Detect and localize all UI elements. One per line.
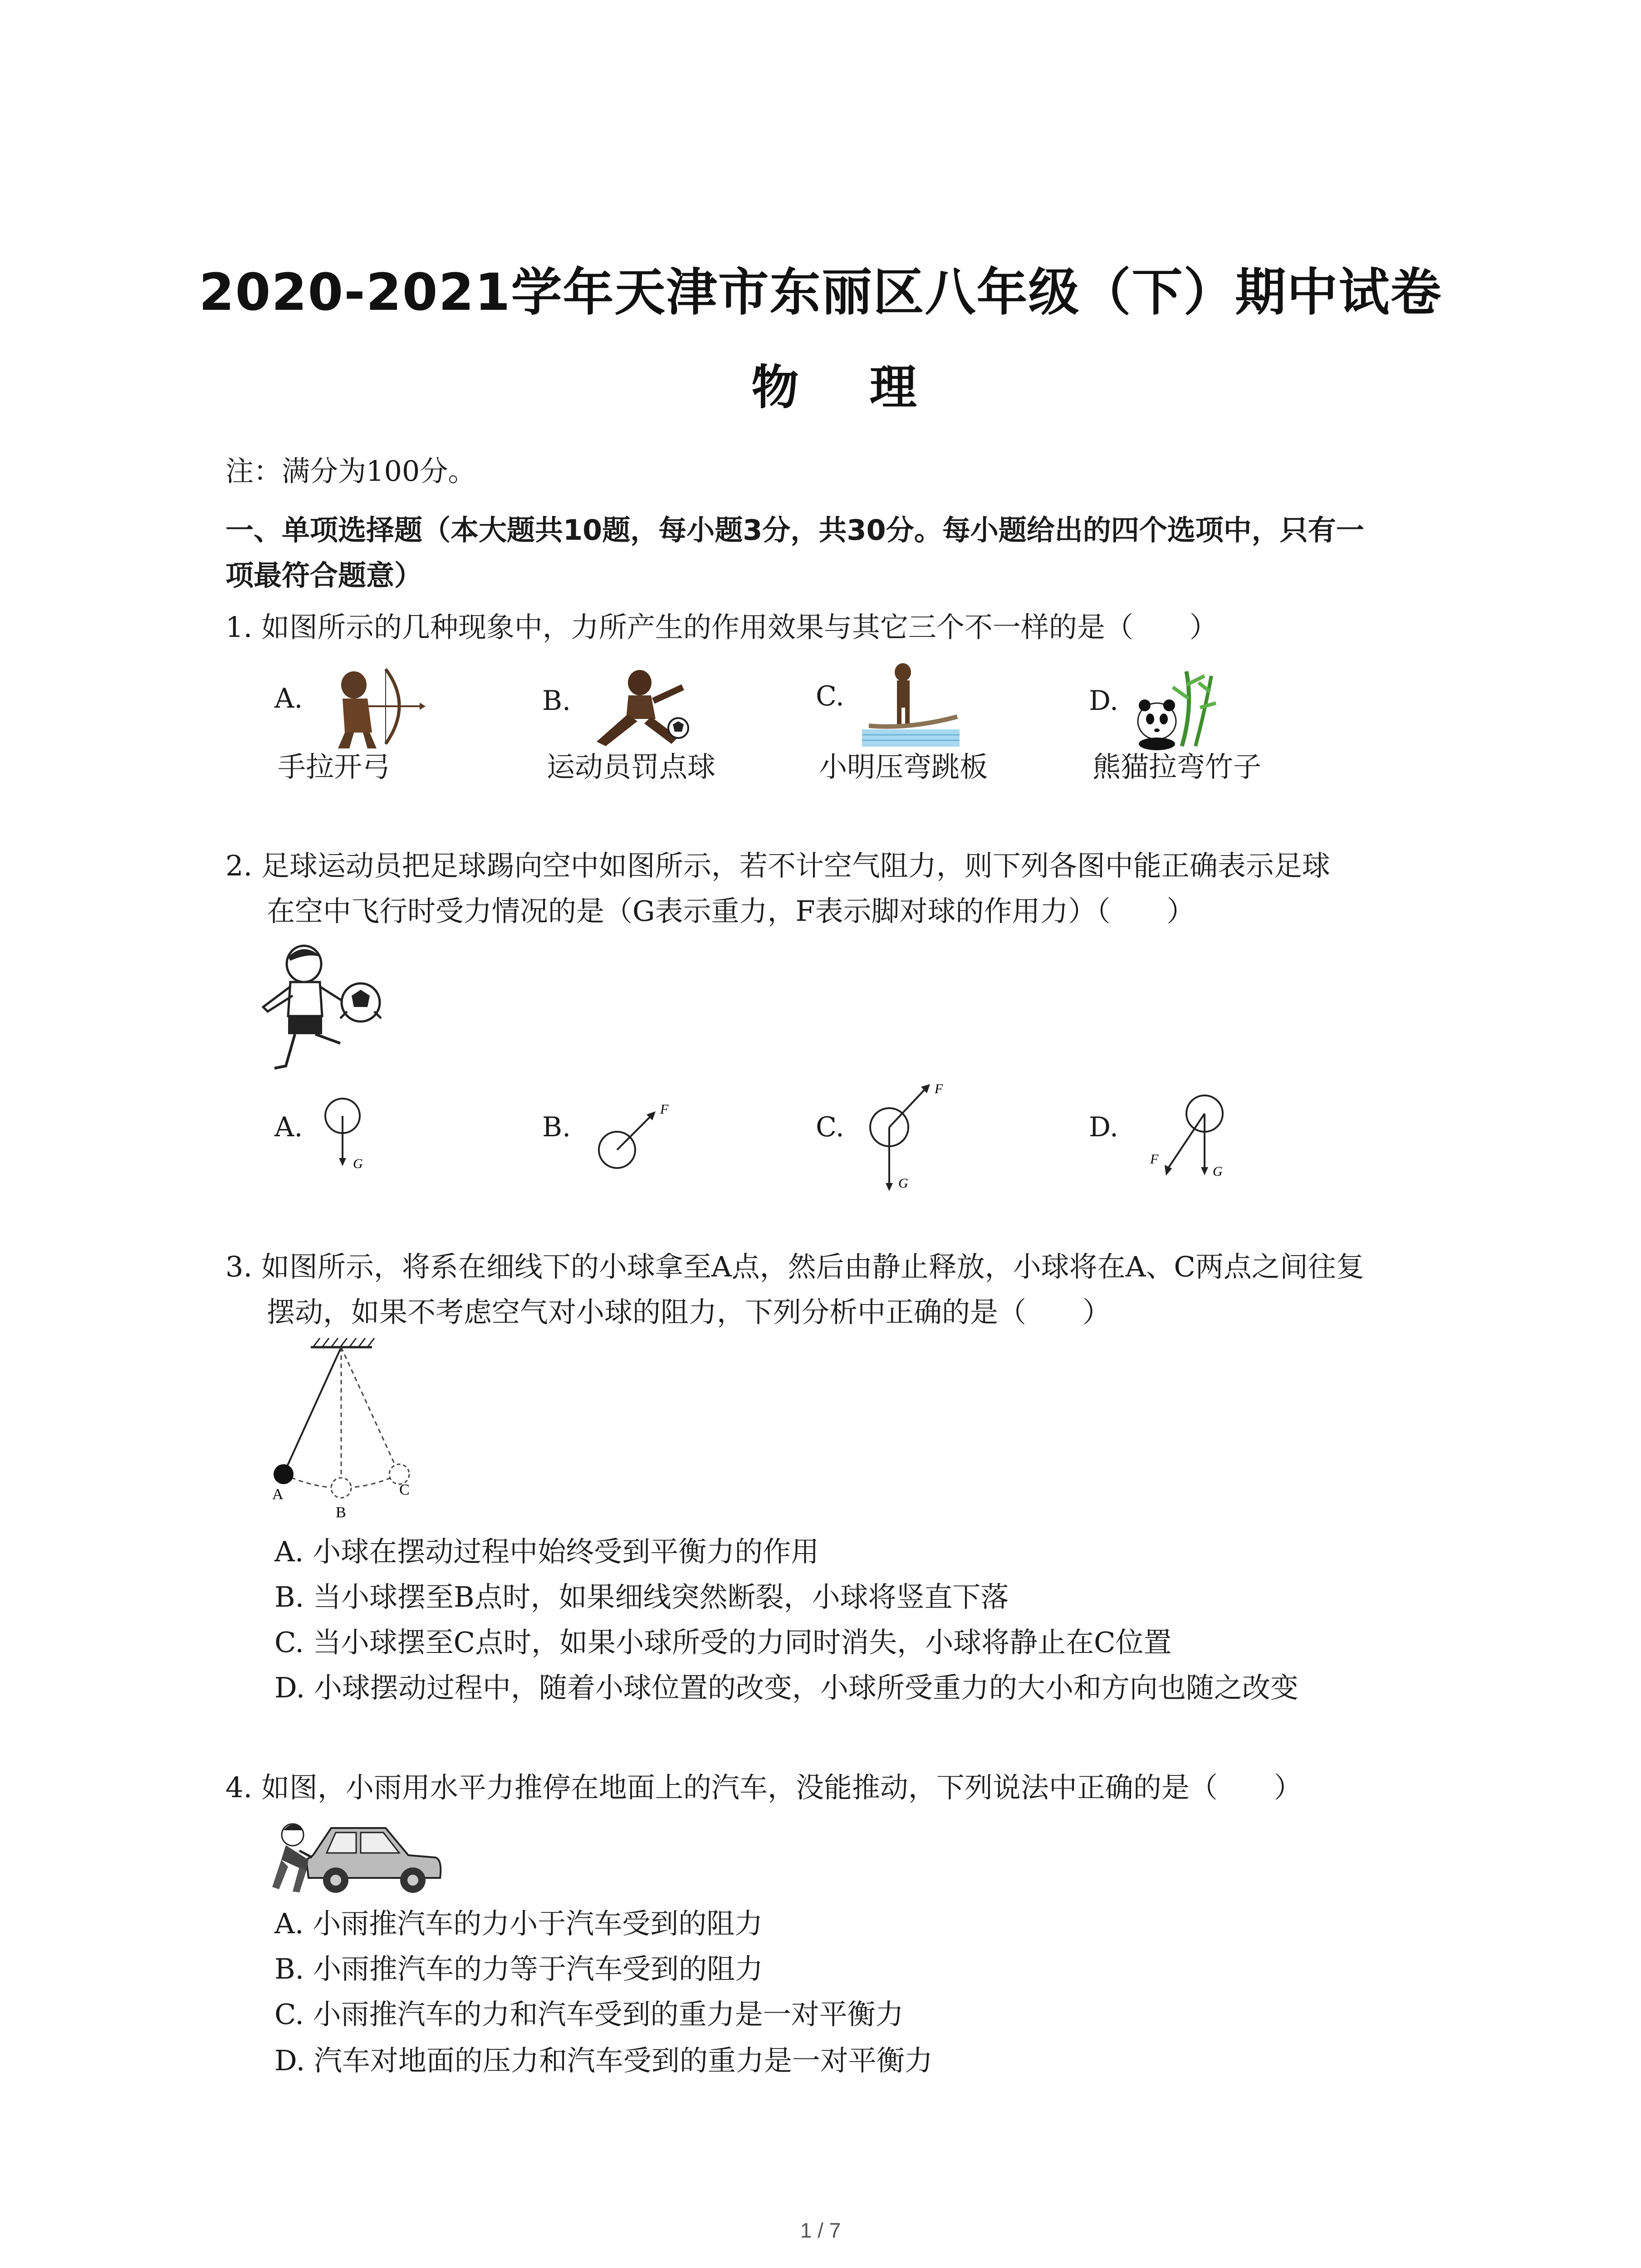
q3-option-a: A. 小球在摆动过程中始终受到平衡力的作用 bbox=[274, 1535, 819, 1568]
q2-option-a-diagram bbox=[322, 1091, 372, 1182]
archer-icon bbox=[318, 665, 422, 751]
q1-option-a-label: A. bbox=[274, 683, 303, 714]
diving-board-icon bbox=[860, 662, 964, 748]
pendulum-figure bbox=[263, 1338, 426, 1529]
question-3-stem-cont: 摆动，如果不考虑空气对小球的阻力，下列分析中正确的是（ ） bbox=[267, 1295, 1111, 1329]
pendulum-label-c: C bbox=[399, 1481, 410, 1498]
question-4-stem: 4. 如图，小雨用水平力推停在地面上的汽车，没能推动，下列说法中正确的是（ ） bbox=[225, 1771, 1302, 1804]
question-2-stem-cont: 在空中飞行时受力情况的是（G表示重力，F表示脚对球的作用力）（ ） bbox=[267, 894, 1195, 928]
q1-option-b-caption: 运动员罚点球 bbox=[547, 750, 716, 783]
q2-d-g-label: G bbox=[1213, 1164, 1223, 1179]
score-note: 注：满分为100分。 bbox=[225, 455, 476, 488]
q1-option-b-label: B. bbox=[542, 685, 571, 717]
q2-d-f-label: F bbox=[1150, 1152, 1159, 1167]
q1-option-a-caption: 手拉开弓 bbox=[278, 750, 391, 783]
pendulum-label-a: A bbox=[272, 1486, 284, 1503]
section-heading-cont: 项最符合题意） bbox=[225, 559, 423, 592]
soccer-player-figure bbox=[254, 943, 390, 1075]
question-2-stem: 2. 足球运动员把足球踢向空中如图所示，若不计空气阻力，则下列各图中能正确表示足球 bbox=[225, 849, 1330, 882]
q1-option-d-label: D. bbox=[1089, 685, 1119, 717]
q2-option-c-diagram bbox=[860, 1070, 960, 1202]
q1-option-d-caption: 熊猫拉弯竹子 bbox=[1092, 750, 1262, 783]
panda-bamboo-icon bbox=[1132, 667, 1218, 751]
subject-title: 物 理 bbox=[751, 360, 944, 415]
exam-title: 2020-2021学年天津市东丽区八年级（下）期中试卷 bbox=[199, 263, 1442, 322]
question-3-stem: 3. 如图所示，将系在细线下的小球拿至A点，然后由静止释放，小球将在A、C两点之间往复 bbox=[225, 1250, 1364, 1283]
pendulum-label-b: B bbox=[336, 1504, 346, 1521]
q4-option-c: C. 小雨推汽车的力和汽车受到的重力是一对平衡力 bbox=[274, 1998, 904, 2031]
q1-option-c-caption: 小明压弯跳板 bbox=[819, 750, 988, 783]
q4-option-d: D. 汽车对地面的压力和汽车受到的重力是一对平衡力 bbox=[274, 2044, 933, 2077]
q2-b-f-label: F bbox=[660, 1102, 669, 1117]
q2-c-f-label: F bbox=[935, 1081, 943, 1096]
push-car-figure bbox=[268, 1814, 445, 1901]
q3-option-d: D. 小球摆动过程中，随着小球位置的改变，小球所受重力的大小和方向也随之改变 bbox=[274, 1671, 1298, 1704]
q2-c-g-label: G bbox=[898, 1176, 908, 1191]
q3-option-b: B. 当小球摆至B点时，如果细线突然断裂，小球将竖直下落 bbox=[274, 1580, 1009, 1613]
q1-option-c-label: C. bbox=[816, 680, 844, 712]
q2-option-a-label: A. bbox=[274, 1111, 303, 1143]
q2-a-g-label: G bbox=[353, 1156, 363, 1171]
q3-option-c: C. 当小球摆至C点时，如果小球所受的力同时消失，小球将静止在C位置 bbox=[274, 1626, 1172, 1659]
q2-option-d-label: D. bbox=[1089, 1111, 1119, 1143]
q4-option-b: B. 小雨推汽车的力等于汽车受到的阻力 bbox=[274, 1952, 763, 1985]
question-1-stem: 1. 如图所示的几种现象中，力所产生的作用效果与其它三个不一样的是（ ） bbox=[225, 611, 1218, 644]
q4-option-a: A. 小雨推汽车的力小于汽车受到的阻力 bbox=[274, 1907, 763, 1940]
q2-option-b-diagram bbox=[592, 1095, 683, 1177]
q2-option-d-diagram bbox=[1141, 1089, 1236, 1188]
page-number: 1 / 7 bbox=[800, 2219, 841, 2242]
kicker-icon bbox=[588, 669, 705, 751]
q2-option-c-label: C. bbox=[816, 1111, 844, 1143]
q2-option-b-label: B. bbox=[542, 1111, 571, 1143]
section-heading: 一、单项选择题（本大题共10题，每小题3分，共30分。每小题给出的四个选项中，只有一 bbox=[225, 513, 1364, 547]
